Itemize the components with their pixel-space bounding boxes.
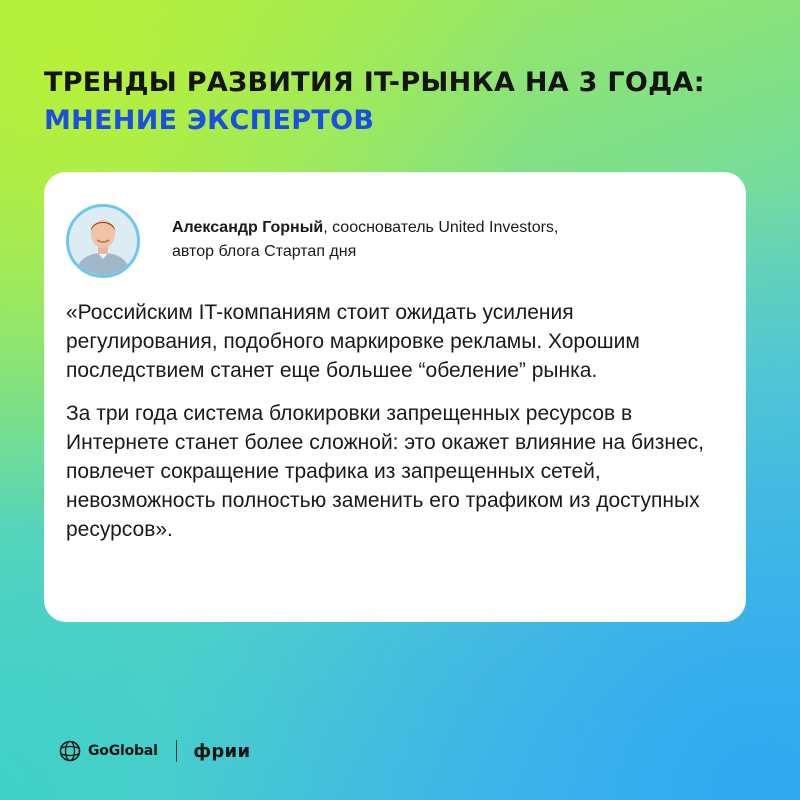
- author-blog: автор блога Стартап дня: [172, 243, 357, 260]
- footer-divider: [176, 740, 178, 762]
- globe-icon: [58, 739, 82, 763]
- author-role: , сооснователь United Investors,: [323, 219, 559, 236]
- footer-logos: [58, 736, 250, 766]
- quote-card: [44, 172, 746, 622]
- page-title: [44, 64, 705, 140]
- goglobal-logo: GoGlobal: [88, 743, 158, 759]
- title-line-1: ТРЕНДЫ РАЗВИТИЯ IT-РЫНКА НА 3 ГОДА:: [44, 67, 705, 98]
- quote-paragraph-2: За три года система блокировки запрещенных ресурсов в Интернете станет более сложной: это окажет влияние на бизнес, повлечет сокращение трафика из запрещенных сетей, невозможность полностью заменить его трафиком из доступных ресурсов».: [66, 402, 704, 541]
- frii-logo: фрии: [193, 740, 251, 762]
- avatar: [66, 204, 140, 278]
- person-icon: [69, 207, 137, 275]
- quote-text: [66, 298, 706, 558]
- title-line-2: МНЕНИЕ ЭКСПЕРТОВ: [44, 105, 375, 136]
- author-name: Александр Горный: [172, 219, 324, 236]
- quote-paragraph-1: «Российским IT-компаниям стоит ожидать усиления регулирования, подобного маркировке рекламы. Хорошим последствием станет еще большее “обеление” рынка.: [66, 301, 640, 382]
- author-caption: [172, 216, 712, 264]
